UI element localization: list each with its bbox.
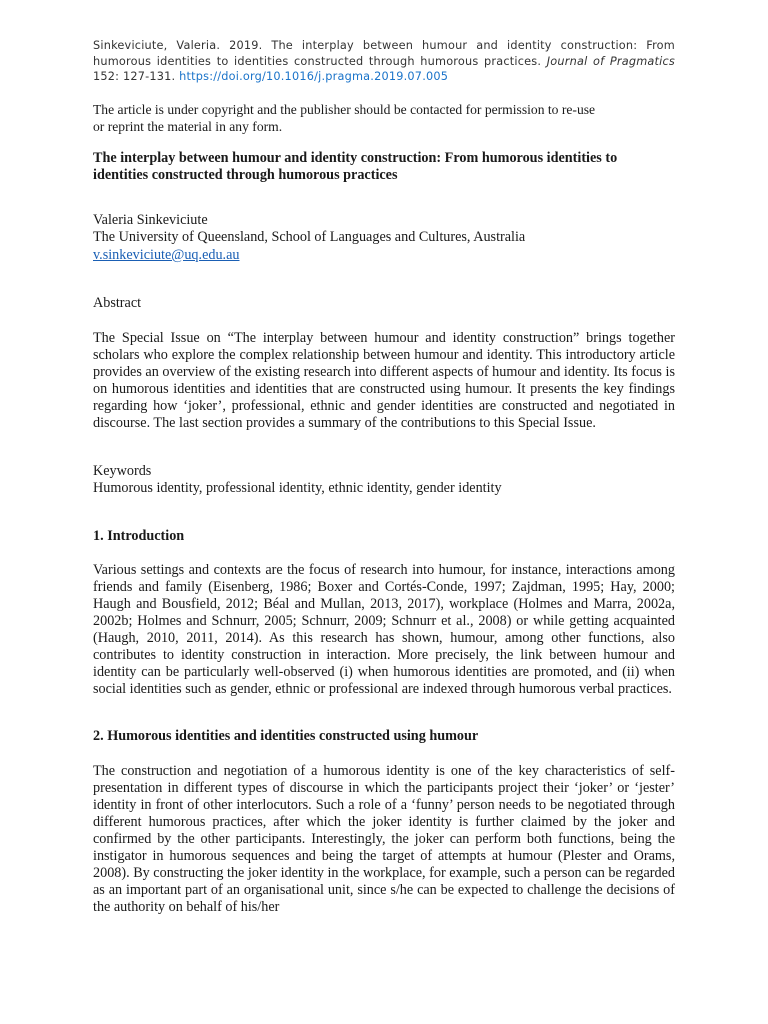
article-title: The interplay between humour and identity construction: From humorous identities to identities constructed through humorous practices: [93, 149, 618, 183]
author-affiliation: The University of Queensland, School of Languages and Cultures, Australia: [93, 229, 526, 245]
section-heading-introduction: 1. Introduction: [93, 527, 185, 544]
copyright-line-1: The article is under copyright and the publisher should be contacted for permission to re-use: [93, 101, 596, 117]
keywords-text: Humorous identity, professional identity, ethnic identity, gender identity: [93, 480, 502, 496]
section-text-humorous-identities: The construction and negotiation of a humorous identity is one of the key characteristics of self-presentation in different types of discourse in which the participants project their ‘joker’ or ‘jester’ identity in front of other interlocutors. Such a role of a ‘funny’ person needs to be negotiated through different humorous practices, after which the joker identity is further claimed by the joker and confirmed by the other participants. Interestingly, the joker can perform both functions, being the instigator in humorous sequences and being the target of attempts at humour (Plester and Orams, 2008). By constructing the joker identity in the workplace, for example, such a person can be regarded as an important part of an organisational unit, since s/he can be expected to challenge the decisions of the authority on behalf of his/her: [93, 762, 675, 915]
citation-journal: Journal of Pragmatics: [546, 54, 676, 68]
section-text-introduction: Various settings and contexts are the focus of research into humour, for instance, interactions among friends and family (Eisenberg, 1986; Boxer and Cortés-Conde, 1997; Zajdman, 1995; Hay, 2000; Haugh and Bousfield, 2012; Béal and Mullan, 2013, 2017), workplace (Holmes and Marra, 2002a, 2002b; Holmes and Schnurr, 2005; Schnurr, 2009; Schnurr et al., 2008) or while getting acquainted (Haugh, 2010, 2011, 2014). As this research has shown, humour, among other functions, also contributes to identity construction in interaction. More precisely, the link between humour and identity can be particularly well-observed (i) when humorous identities are promoted, and (ii) when social identities such as gender, ethnic or professional are indexed through humorous verbal practices.: [93, 562, 675, 697]
citation-text: Sinkeviciute, Valeria. 2019. The interplay between humour and identity construction: From humorous identities to identities constructed through humorous practices.: [93, 39, 675, 68]
author-email-link[interactable]: v.sinkeviciute@uq.edu.au: [93, 246, 240, 263]
author-name: Valeria Sinkeviciute: [93, 211, 208, 228]
keywords-heading: Keywords: [93, 462, 152, 479]
copyright-line-2: or reprint the material in any form.: [93, 118, 283, 134]
citation-header: [93, 38, 675, 85]
section-heading-humorous-identities: 2. Humorous identities and identities constructed using humour: [93, 728, 479, 744]
document-page: [93, 38, 675, 916]
copyright-notice: [93, 101, 675, 135]
abstract-heading: Abstract: [93, 295, 142, 311]
abstract-text: The Special Issue on “The interplay between humour and identity construction” brings together scholars who explore the complex relationship between humour and identity. This introductory article provides an overview of the existing research into different aspects of humour and identity. Its focus is on humorous identities and identities that are constructed using humour. It presents the key findings regarding how ‘joker’, professional, ethnic and gender identities are constructed and negotiated in discourse. The last section provides a summary of the contributions to this Special Issue.: [93, 329, 675, 431]
author-block: [93, 212, 675, 265]
doi-link[interactable]: https://doi.org/10.1016/j.pragma.2019.07.005: [179, 70, 449, 83]
citation-pages: 152: 127-131.: [93, 70, 176, 83]
